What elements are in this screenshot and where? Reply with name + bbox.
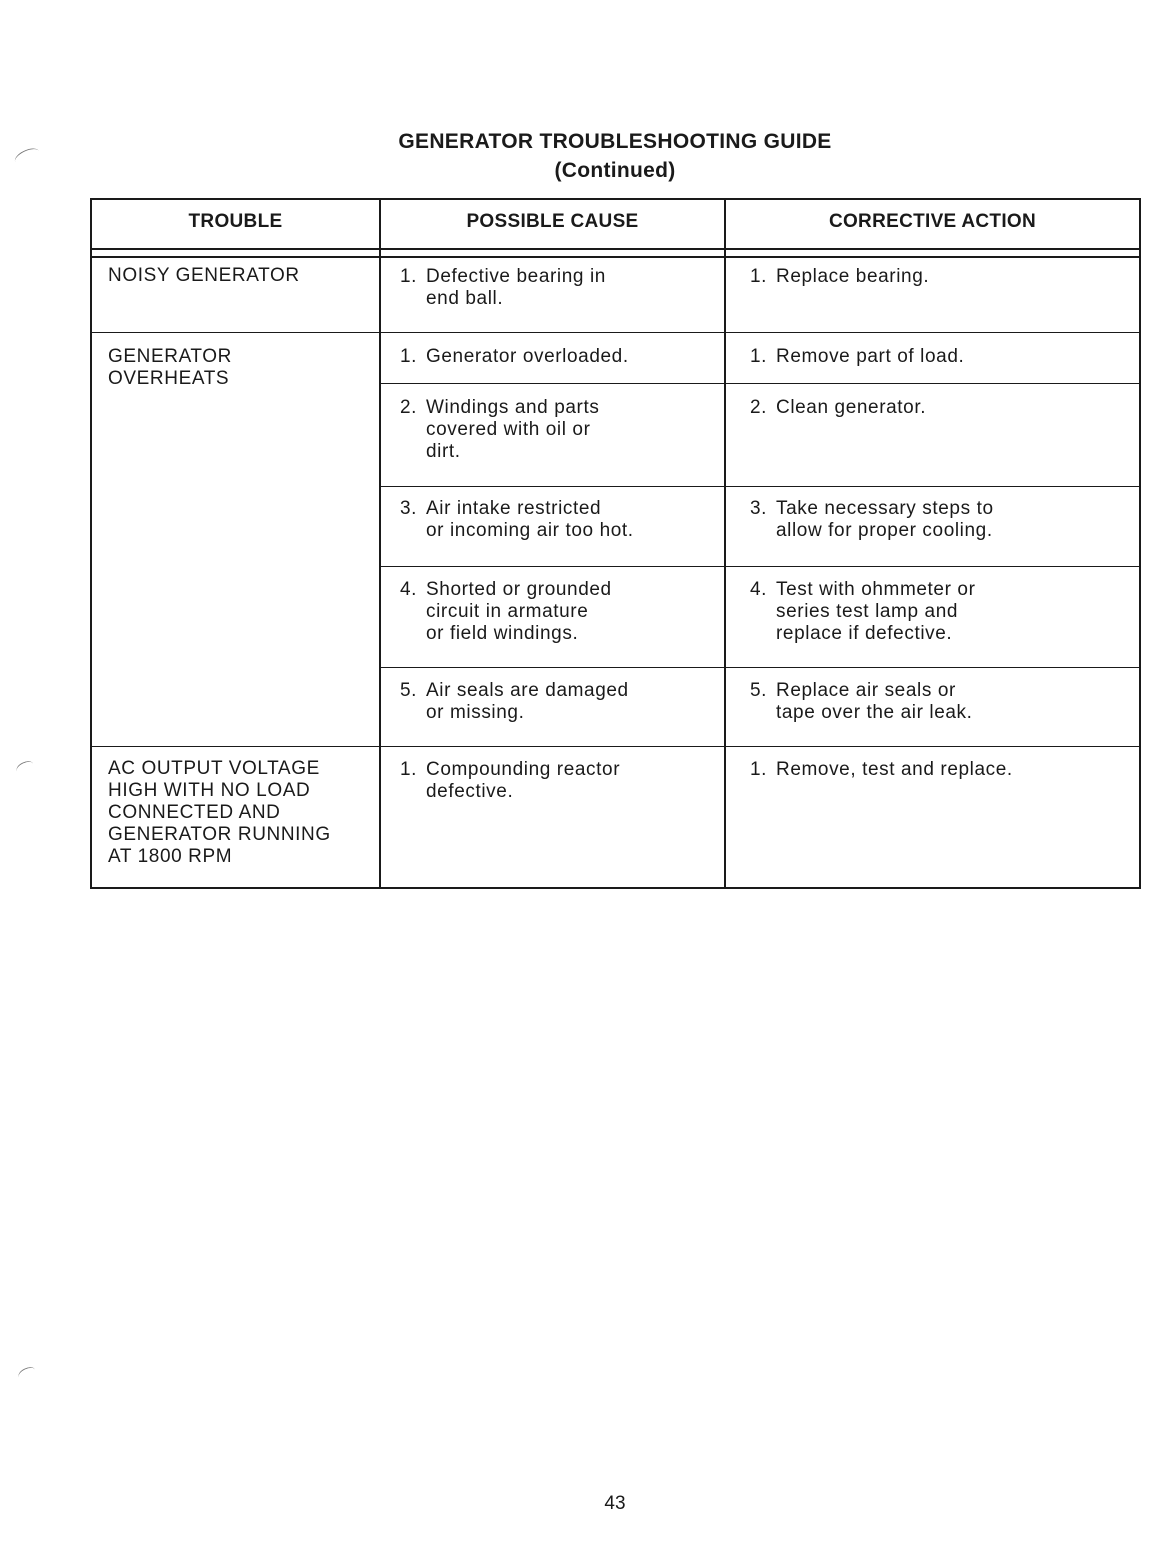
action-cell — [750, 346, 964, 368]
group-separator — [90, 746, 1141, 747]
action-number: 1. — [750, 346, 768, 367]
action-text: Replace air seals or tape over the air leak. — [776, 680, 973, 723]
header-bottom-border — [90, 248, 1141, 250]
trouble-cell: GENERATOR OVERHEATS — [108, 346, 232, 389]
cause-cell — [400, 759, 620, 803]
cause-number: 5. — [400, 680, 418, 701]
action-number: 1. — [750, 759, 768, 780]
cause-text: Defective bearing in end ball. — [426, 266, 606, 309]
cause-number: 1. — [400, 346, 418, 367]
cause-text: Air intake restricted or incoming air too hot. — [426, 498, 634, 541]
action-cell — [750, 680, 973, 724]
table-right-border — [1139, 198, 1141, 889]
row-separator — [380, 667, 1141, 668]
scan-mark — [15, 759, 36, 777]
cause-cell — [400, 498, 634, 542]
action-number: 1. — [750, 266, 768, 287]
trouble-cell: NOISY GENERATOR — [108, 265, 300, 286]
cause-number: 4. — [400, 579, 418, 600]
header-top-border — [90, 198, 1141, 200]
column-divider-2 — [724, 198, 726, 889]
cause-text: Shorted or grounded circuit in armature or field windings. — [426, 579, 612, 644]
cause-text: Compounding reactor defective. — [426, 759, 621, 802]
action-text: Remove, test and replace. — [776, 759, 1013, 780]
header-second-border — [90, 256, 1141, 258]
action-number: 5. — [750, 680, 768, 701]
action-cell — [750, 759, 1013, 781]
action-text: Test with ohmmeter or series test lamp and replace if defective. — [776, 579, 976, 644]
action-number: 3. — [750, 498, 768, 519]
action-text: Replace bearing. — [776, 266, 930, 287]
header-possible-cause: POSSIBLE CAUSE — [466, 211, 639, 232]
action-cell — [750, 579, 976, 645]
page-subtitle: (Continued) — [554, 159, 676, 182]
cause-number: 1. — [400, 266, 418, 287]
cause-cell — [400, 579, 612, 645]
cause-number: 3. — [400, 498, 418, 519]
action-number: 4. — [750, 579, 768, 600]
cause-text: Generator overloaded. — [426, 346, 629, 367]
cause-cell — [400, 266, 606, 310]
header-corrective-action: CORRECTIVE ACTION — [828, 211, 1037, 232]
table-bottom-border — [90, 887, 1141, 889]
action-text: Remove part of load. — [776, 346, 965, 367]
action-text: Clean generator. — [776, 397, 927, 418]
cause-number: 2. — [400, 397, 418, 418]
action-cell — [750, 266, 929, 288]
action-number: 2. — [750, 397, 768, 418]
page-title: GENERATOR TROUBLESHOOTING GUIDE — [398, 130, 832, 153]
row-separator — [380, 486, 1141, 487]
cause-text: Windings and parts covered with oil or dirt. — [426, 397, 600, 462]
scan-mark — [17, 1365, 38, 1383]
cause-cell — [400, 346, 629, 368]
row-separator — [380, 566, 1141, 567]
cause-text: Air seals are damaged or missing. — [426, 680, 629, 723]
column-divider-1 — [379, 198, 381, 889]
cause-number: 1. — [400, 759, 418, 780]
action-cell — [750, 397, 926, 419]
table-left-border — [90, 198, 92, 889]
header-trouble: TROUBLE — [188, 211, 283, 232]
trouble-cell: AC OUTPUT VOLTAGE HIGH WITH NO LOAD CONNECTED AND GENERATOR RUNNING AT 1800 RPM — [108, 758, 331, 867]
cause-cell — [400, 397, 599, 463]
action-cell — [750, 498, 994, 542]
page-number: 43 — [604, 1493, 626, 1514]
group-separator — [90, 332, 1141, 333]
cause-cell — [400, 680, 629, 724]
action-text: Take necessary steps to allow for proper cooling. — [776, 498, 994, 541]
row-separator — [380, 383, 1141, 384]
